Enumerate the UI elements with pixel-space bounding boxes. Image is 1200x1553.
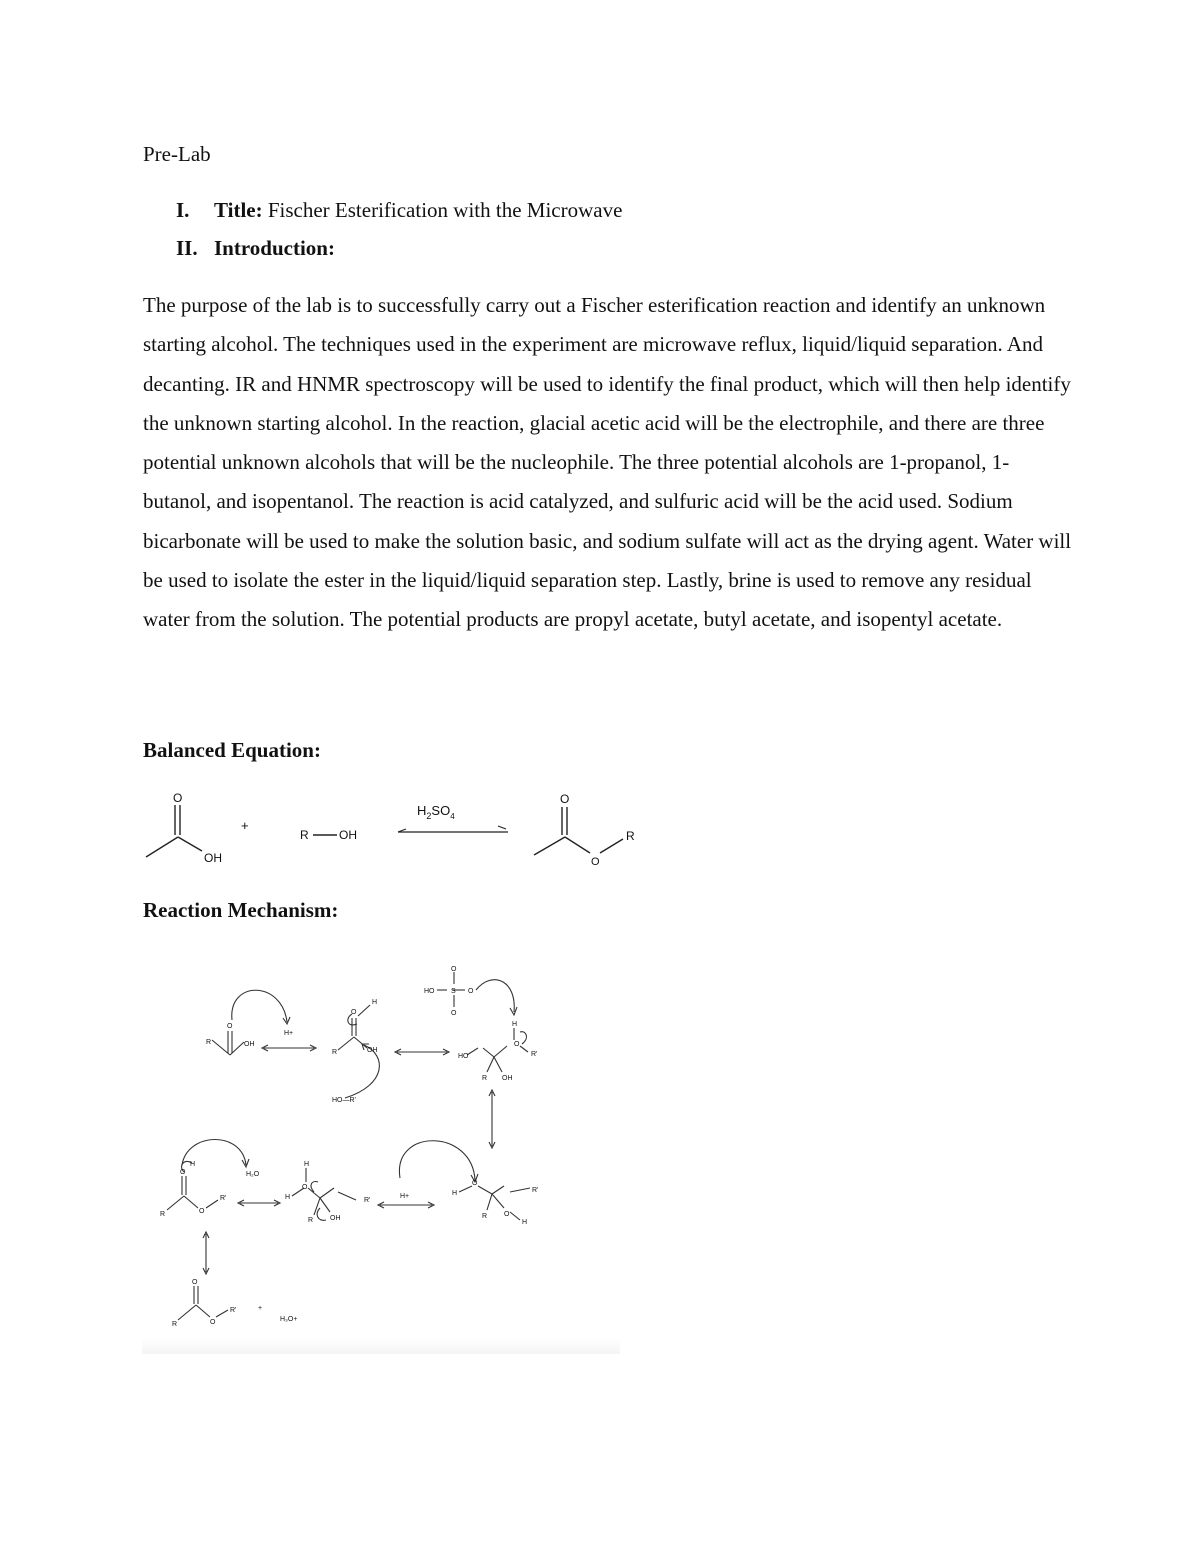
- tetrahedral-intermediate-1: [467, 1028, 528, 1072]
- resonance-arrow-6: [203, 1232, 209, 1274]
- label: O: [351, 1009, 357, 1016]
- label: O: [472, 1180, 478, 1187]
- label: O: [210, 1319, 216, 1326]
- title-item: [176, 198, 622, 223]
- item-number: II.: [176, 236, 198, 260]
- label: H+: [400, 1193, 410, 1200]
- introduction-label: Introduction:: [214, 236, 335, 260]
- label: R: [308, 1217, 314, 1224]
- item-number: I.: [176, 198, 190, 222]
- alcohol-r: R: [300, 828, 309, 842]
- introduction-item: [176, 236, 335, 261]
- label: O: [468, 988, 474, 995]
- label: R: [160, 1211, 166, 1218]
- label: R': [532, 1187, 539, 1194]
- resonance-arrow-5: [378, 1202, 434, 1208]
- label: H: [372, 999, 378, 1006]
- label: R: [482, 1075, 488, 1082]
- alcohol-oh: OH: [339, 828, 357, 842]
- label: R: [332, 1049, 338, 1056]
- label: O: [451, 1010, 457, 1017]
- acid-oh: OH: [204, 851, 222, 865]
- plus-sign: +: [241, 818, 249, 833]
- resonance-arrow-2: [395, 1049, 449, 1055]
- label: OH: [367, 1047, 378, 1054]
- label: R': [531, 1051, 538, 1058]
- label: R: [206, 1039, 212, 1046]
- ester-link-o: O: [591, 856, 600, 868]
- label: O: [514, 1041, 520, 1048]
- title-text: Fischer Esterification with the Microwave: [262, 198, 623, 222]
- resonance-arrow-3: [489, 1090, 495, 1148]
- label: +: [258, 1305, 263, 1312]
- label: O: [199, 1208, 205, 1215]
- label: H: [512, 1021, 518, 1028]
- reaction-mechanism-diagram: [142, 960, 620, 1354]
- label: H₃O+: [280, 1316, 298, 1323]
- label: H: [522, 1219, 528, 1226]
- resonance-arrow-4: [238, 1200, 280, 1206]
- label: OH: [244, 1041, 255, 1048]
- reaction-mechanism-heading: Reaction Mechanism:: [143, 898, 339, 922]
- label: OH: [502, 1075, 513, 1082]
- label: O: [192, 1279, 198, 1286]
- tetrahedral-intermediate-3: [292, 1168, 356, 1220]
- acetic-acid-structure: [146, 805, 202, 857]
- sulfuric-acid-structure: [437, 972, 517, 1015]
- label: O: [180, 1169, 186, 1176]
- nucleophile-attack-arrow: [345, 1014, 379, 1098]
- page-heading: Pre-Lab: [143, 142, 211, 166]
- title-label: Title:: [214, 198, 263, 222]
- ester-product-structure: [178, 1286, 228, 1320]
- proton-transfer-arrow: [399, 1141, 478, 1182]
- label: HO—R': [332, 1097, 356, 1104]
- label: H: [190, 1161, 196, 1168]
- label: R: [172, 1321, 178, 1328]
- label: S: [451, 988, 456, 995]
- ester-r: R: [626, 829, 635, 843]
- label: H: [452, 1190, 458, 1197]
- label: H₂O: [246, 1171, 260, 1178]
- introduction-paragraph: The purpose of the lab is to successfully carry out a Fischer esterification reaction and identify an unknown starting alcohol. The techniques used in the experiment are microwave reflux, liquid/liquid separation. And decanting. IR and HNMR spectroscopy will be used to identify the final product, which will then help identify the unknown starting alcohol. In the reaction, glacial acetic acid will be the electrophile, and there are three potential unknown alcohols that will be the nucleophile. The three potential alcohols are 1-propanol, 1-butanol, and isopentanol. The reaction is acid catalyzed, and sulfuric acid will be the acid used. Sodium bicarbonate will be used to make the solution basic, and sodium sulfate will act as the drying agent. Water will be used to isolate the ester in the liquid/liquid separation step. Lastly, brine is used to remove any residual water from the solution. The potential products are propyl acetate, butyl acetate, and isopentyl acetate.: [143, 293, 1072, 632]
- catalyst-label: $H_2SO_4$: [417, 803, 455, 821]
- label: OH: [330, 1215, 341, 1222]
- protonated-ester-structure: [167, 1161, 218, 1210]
- label: HO: [458, 1053, 469, 1060]
- label: O: [227, 1023, 233, 1030]
- equilibrium-arrow: [398, 826, 508, 832]
- label: R': [220, 1195, 227, 1202]
- label: R: [482, 1213, 488, 1220]
- label: H+: [284, 1030, 294, 1037]
- label: R': [230, 1307, 237, 1314]
- label: O: [504, 1211, 510, 1218]
- label: H: [285, 1194, 291, 1201]
- label: O: [302, 1184, 308, 1191]
- balanced-equation-diagram: [140, 785, 650, 875]
- acid-structure-1: [212, 1031, 244, 1055]
- label: R': [364, 1197, 371, 1204]
- protonation-arrow-1: [232, 990, 290, 1024]
- ester-carbonyl-o: O: [560, 792, 570, 806]
- tetrahedral-intermediate-2: [459, 1186, 530, 1220]
- label: HO: [424, 988, 435, 995]
- ester-structure: [534, 807, 623, 855]
- mechanism-labels: [160, 966, 538, 1328]
- balanced-equation-heading: Balanced Equation:: [143, 738, 321, 762]
- label: O: [451, 966, 457, 973]
- acid-carbonyl-o: O: [173, 791, 183, 805]
- label: H: [304, 1161, 310, 1168]
- resonance-arrow-1: [262, 1045, 316, 1051]
